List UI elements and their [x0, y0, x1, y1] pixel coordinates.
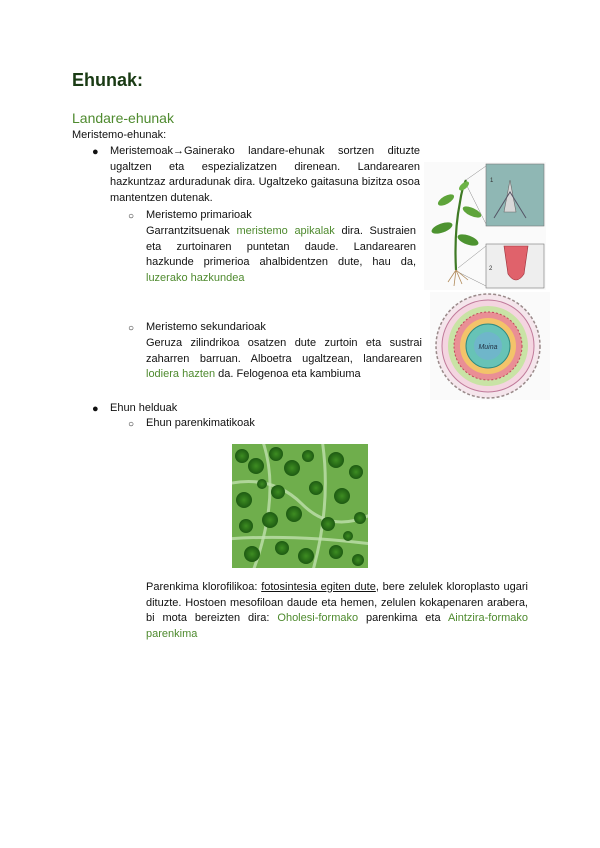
- circle-bullet-icon: ○: [128, 323, 135, 334]
- lodiera-hazten-link[interactable]: lodiera hazten: [146, 368, 216, 380]
- parenkima-paragraph: [146, 580, 528, 642]
- meristemoak-text: Gainerako landare-ehunak sortzen dituzte ugaltzen eta espezializatzen direnean. Landarearen hazkuntzaz arduradunak dira. Ugaltzeko gaitasuna bizitza osoa mantentzen dutenak.: [110, 145, 420, 204]
- oholesi-formako-link[interactable]: Oholesi-formako: [277, 612, 359, 624]
- primarioak-paragraph: [146, 224, 416, 286]
- parenkima-text-1: Parenkima klorofilikoa:: [146, 581, 262, 593]
- plant-meristem-illustration: [424, 162, 546, 290]
- marker-1: 1: [490, 178, 494, 184]
- parenkima-text-2: , bere zelulek kloroplasto ugari dituzte. Hostoen mesofiloan daude eta hemen, zelulen kokapenaren arabera, bi mota bereizten dira:: [146, 581, 528, 624]
- primarioak-text-2: dira. Sustraien eta zurtoinaren puntetan daude. Landarearen hazkunde primerioa ahalbidentzen dute, hau da,: [146, 225, 417, 268]
- subsection-heading: Meristemo-ehunak:: [72, 129, 167, 141]
- primarioak-text-1: Garrantzitsuenak: [146, 225, 237, 237]
- arrow-icon: →: [172, 145, 184, 157]
- bullet-dot: ●: [92, 403, 99, 415]
- ehun-parenkimatikoak-title: Ehun parenkimatikoak: [146, 417, 255, 429]
- meristemo-apikalak-link[interactable]: meristemo apikalak: [236, 225, 335, 237]
- fotosintesia-underline: fotosintesia egiten dute: [261, 581, 376, 593]
- aintzira-formako-link[interactable]: Aintzira-formako parenkima: [146, 612, 529, 640]
- bullet-dot: ●: [92, 146, 99, 158]
- luzerako-hazkundea-link[interactable]: luzerako hazkundea: [146, 271, 245, 284]
- sekundarioak-title: Meristemo sekundarioak: [146, 321, 266, 333]
- marker-2: 2: [489, 266, 493, 272]
- ehun-helduak-title: Ehun helduak: [110, 402, 178, 414]
- sekundarioak-text-1: Geruza zilindrikoa osatzen dute zurtoin eta sustrai zaharren barruan. Alboetra ugaltzean, landarearen: [146, 337, 422, 365]
- stem-cross-section-illustration: [430, 292, 550, 400]
- sekundarioak-text-2: da. Felogenoa eta kambiuma: [215, 368, 361, 380]
- sekundarioak-paragraph: [146, 336, 422, 383]
- meristemoak-paragraph: [110, 144, 420, 206]
- meristemoak-lead: Meristemoak: [110, 145, 173, 157]
- parenkima-text-3: parenkima eta: [358, 612, 448, 624]
- chloroplast-micrograph: [232, 444, 368, 568]
- circle-bullet-icon: ○: [128, 419, 135, 430]
- page-title: Ehunak:: [72, 70, 144, 90]
- core-label: Muina: [478, 344, 498, 351]
- section-heading: Landare-ehunak: [72, 110, 174, 126]
- circle-bullet-icon: ○: [128, 211, 135, 222]
- primarioak-title: Meristemo primarioak: [146, 209, 252, 221]
